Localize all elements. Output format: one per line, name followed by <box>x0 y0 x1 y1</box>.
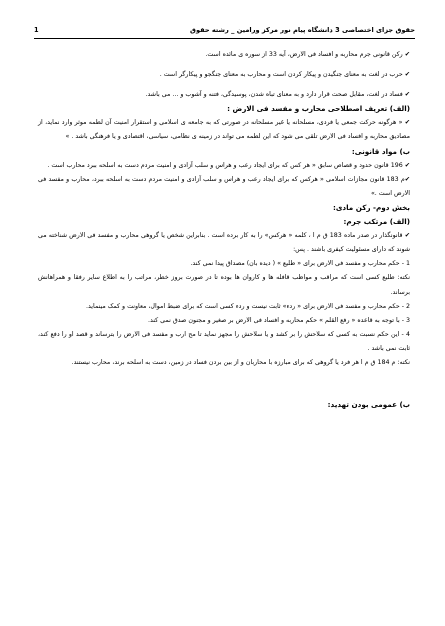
paragraph: ✔ « هرگونه حرکت جمعی یا فردی، مسلحانه یا غیر مسلحانه در صورتی که به جامعه ی اسلامی و استقرار امنیت آن لطمه موثر وارد نماید، از مصادیق محاربه و افساد فی الارض تلقی می شود که این لطمه می تواند در زمینه ی نظامی، سیاسی، اقتصادی و یا فرهنگی باشد . » <box>38 119 410 141</box>
paragraph: 3 - با توجه به قاعده « رفع القلم » حکم محاربه و افساد فی الارض بر صغیر و مجنون صدق نمی کند. <box>147 316 410 324</box>
paragraph: 1 - حکم محارب و مفسد فی الارض برای « طلیع » ( دیده بان) مصداق پیدا نمی کند. <box>190 260 410 268</box>
page-body <box>38 48 410 412</box>
section-heading: بخش دوم- رکن مادی: <box>332 202 410 212</box>
paragraph: ✔ فساد در لغت، مقابل صحت قرار دارد و به معنای تباه شدن، پوسیدگی، فتنه و آشوب و ... می باشد. <box>145 91 410 99</box>
paragraph: ✔م 183 قانون مجازات اسلامی « هرکس که برای ایجاد رعب و هراس و سلب آزادی و امنیت مردم دست به اسلحه ببرد، محارب و مفسد فی الارض است .» <box>38 175 410 197</box>
paragraph: نکته: م 184 ق م ا هر فرد یا گروهی که برای مبارزه با محاربان و از بین بردن فساد در زمین، دست به اسلحه برند، محارب نیستند. <box>71 358 410 366</box>
section-heading: (الف) تعریف اصطلاحی محارب و مفسد فی الارض : <box>227 104 410 114</box>
paragraph: 2 - حکم محارب و مفسد فی الارض برای « ردء» ثابت نیست و ردء کسی است که برای ضبط اموال، معاونت و کمک مینماید. <box>85 302 410 310</box>
header-title: حقوق جزای اختصاصی 3 دانشگاه پیام نور مرکز ورامین _ رشته حقوق <box>190 26 415 34</box>
section-heading: (الف) مرتکب جرم: <box>343 217 410 227</box>
paragraph: ✔ حرب در لغت به معنای جنگیدن و پیکار کردن است و محارب به معنای جنگجو و پیکارگر است . <box>159 71 410 79</box>
paragraph: ✔ رکن قانونی جرم محاربه و افساد فی الارض، آیه 33 از سوره ی مائده است. <box>205 51 410 58</box>
page-header <box>34 26 415 39</box>
paragraph: ✔ قانونگذار در صدر ماده 183 ق م ا ، کلمه « هرکس» را به کار برده است . بنابراین شخص یا گروهی محارب و مفسد فی الارض شناخته می شوند که دارای مسئولیت کیفری باشند . پس: <box>38 232 410 254</box>
paragraph: 4 - این حکم نسبت به کسی که سلاحش را بر کشد و یا سلاحش را مجهز نماید تا مح ارب و مفسد فی الارض را بترساند و قصد او را دفع کند، ثابت نمی باشد . <box>38 330 410 352</box>
section-heading: ب) مواد قانونی: <box>351 146 410 156</box>
paragraph: ✔ 196 قانون حدود و قصاص سابق « هر کس که برای ایجاد رعب و هراس و سلب آزادی و امنیت مردم دست به اسلحه ببرد محارب است . <box>47 161 410 169</box>
section-heading: ب) عمومی بودن تهدید: <box>327 400 410 410</box>
page-number: 1 <box>34 26 39 34</box>
paragraph: نکته: طلیع کسی است که مراقب و مواظب قافله ها و کاروان ها بوده تا در صورت بروز خطر، مراتب را به اطلاع سایر رفقا و همراهانش برساند. <box>38 274 410 296</box>
